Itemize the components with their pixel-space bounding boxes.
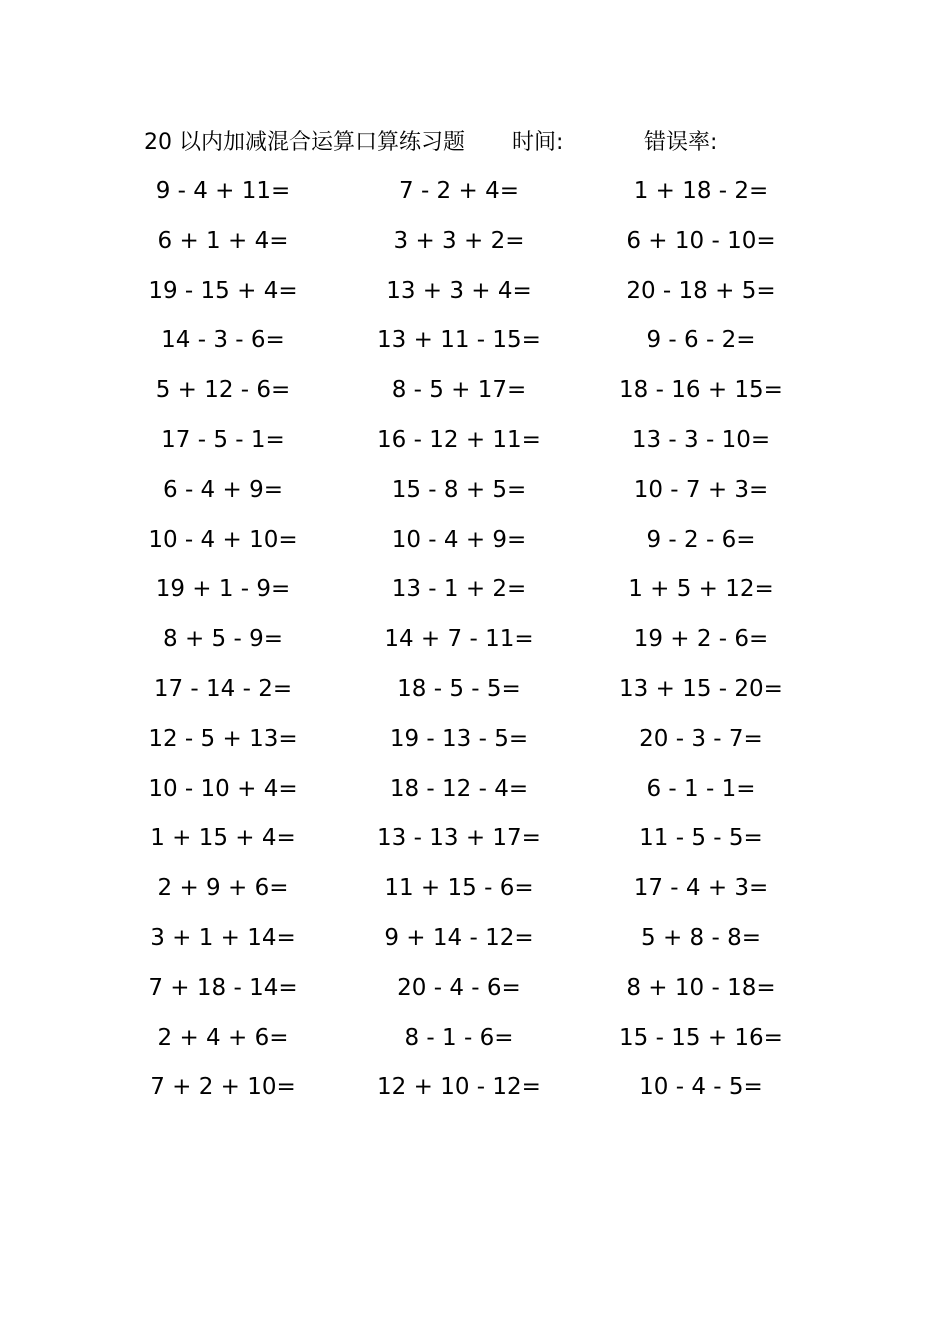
math-problem: 9 - 6 - 2= xyxy=(646,327,756,354)
problem-row xyxy=(0,915,950,965)
problem-row xyxy=(0,766,950,816)
math-problem: 6 - 1 - 1= xyxy=(646,775,756,802)
math-problem: 14 + 7 - 11= xyxy=(384,626,534,653)
math-problem: 10 - 4 + 10= xyxy=(148,526,298,553)
problem-row xyxy=(0,517,950,567)
math-problem: 16 - 12 + 11= xyxy=(377,426,541,453)
math-problem: 3 + 1 + 14= xyxy=(150,924,296,951)
math-problem: 5 + 8 - 8= xyxy=(641,924,761,951)
problem-row xyxy=(0,716,950,766)
worksheet-header xyxy=(0,126,950,160)
math-problem: 10 - 10 + 4= xyxy=(148,775,298,802)
math-problem: 2 + 4 + 6= xyxy=(157,1024,289,1051)
math-problem: 7 + 2 + 10= xyxy=(150,1074,296,1101)
math-problem: 15 - 15 + 16= xyxy=(619,1024,783,1051)
problem-row xyxy=(0,417,950,467)
problem-row xyxy=(0,1015,950,1065)
math-problem: 1 + 15 + 4= xyxy=(150,825,296,852)
math-problem: 10 - 4 - 5= xyxy=(639,1074,763,1101)
math-problem: 8 + 5 - 9= xyxy=(163,626,283,653)
math-problem: 6 + 1 + 4= xyxy=(157,227,289,254)
math-problem: 11 + 15 - 6= xyxy=(384,875,534,902)
problem-row xyxy=(0,965,950,1015)
math-problem: 13 + 15 - 20= xyxy=(619,675,783,702)
math-problem: 13 + 3 + 4= xyxy=(386,277,532,304)
problem-row xyxy=(0,367,950,417)
math-problem: 8 - 5 + 17= xyxy=(391,377,527,404)
problem-row xyxy=(0,815,950,865)
math-problem: 1 + 5 + 12= xyxy=(628,576,774,603)
problem-grid xyxy=(0,168,950,1114)
problem-row xyxy=(0,1064,950,1114)
math-problem: 12 + 10 - 12= xyxy=(377,1074,541,1101)
math-problem: 14 - 3 - 6= xyxy=(161,327,285,354)
math-problem: 10 - 4 + 9= xyxy=(391,526,527,553)
math-problem: 20 - 18 + 5= xyxy=(626,277,776,304)
math-problem: 8 - 1 - 6= xyxy=(404,1024,514,1051)
math-problem: 13 - 3 - 10= xyxy=(631,426,771,453)
worksheet-title: 20 以内加减混合运算口算练习题 xyxy=(144,130,465,155)
math-problem: 1 + 18 - 2= xyxy=(633,178,769,204)
math-problem: 19 + 1 - 9= xyxy=(155,576,291,603)
math-problem: 8 + 10 - 18= xyxy=(626,974,776,1001)
problem-row xyxy=(0,666,950,716)
math-problem: 18 - 5 - 5= xyxy=(397,675,521,702)
math-problem: 2 + 9 + 6= xyxy=(157,875,289,902)
error-rate-label: 错误率: xyxy=(644,130,718,155)
math-problem: 12 - 5 + 13= xyxy=(148,725,298,752)
math-problem: 6 + 10 - 10= xyxy=(626,227,776,254)
problem-row xyxy=(0,218,950,268)
math-problem: 9 + 14 - 12= xyxy=(384,924,534,951)
math-problem: 5 + 12 - 6= xyxy=(155,377,291,404)
math-problem: 9 - 2 - 6= xyxy=(646,526,756,553)
problem-row xyxy=(0,168,950,218)
math-problem: 19 - 15 + 4= xyxy=(148,277,298,304)
math-problem: 20 - 4 - 6= xyxy=(397,974,521,1001)
problem-row xyxy=(0,616,950,666)
math-problem: 18 - 16 + 15= xyxy=(619,377,783,404)
math-problem: 7 - 2 + 4= xyxy=(399,178,519,204)
math-problem: 19 - 13 - 5= xyxy=(389,725,529,752)
math-problem: 9 - 4 + 11= xyxy=(155,178,291,204)
math-problem: 17 - 4 + 3= xyxy=(633,875,769,902)
math-problem: 18 - 12 - 4= xyxy=(389,775,529,802)
math-problem: 13 - 1 + 2= xyxy=(391,576,527,603)
math-problem: 17 - 5 - 1= xyxy=(161,426,285,453)
math-problem: 6 - 4 + 9= xyxy=(163,476,283,503)
math-problem: 3 + 3 + 2= xyxy=(393,227,525,254)
math-problem: 7 + 18 - 14= xyxy=(148,974,298,1001)
math-problem: 10 - 7 + 3= xyxy=(633,476,769,503)
time-label: 时间: xyxy=(512,130,564,155)
problem-row xyxy=(0,865,950,915)
math-problem: 13 + 11 - 15= xyxy=(377,327,541,354)
math-problem: 11 - 5 - 5= xyxy=(639,825,763,852)
problem-row xyxy=(0,268,950,318)
problem-row xyxy=(0,566,950,616)
math-problem: 19 + 2 - 6= xyxy=(633,626,769,653)
problem-row xyxy=(0,317,950,367)
math-problem: 17 - 14 - 2= xyxy=(153,675,293,702)
math-problem: 20 - 3 - 7= xyxy=(639,725,763,752)
math-problem: 15 - 8 + 5= xyxy=(391,476,527,503)
math-problem: 13 - 13 + 17= xyxy=(377,825,541,852)
problem-row xyxy=(0,467,950,517)
